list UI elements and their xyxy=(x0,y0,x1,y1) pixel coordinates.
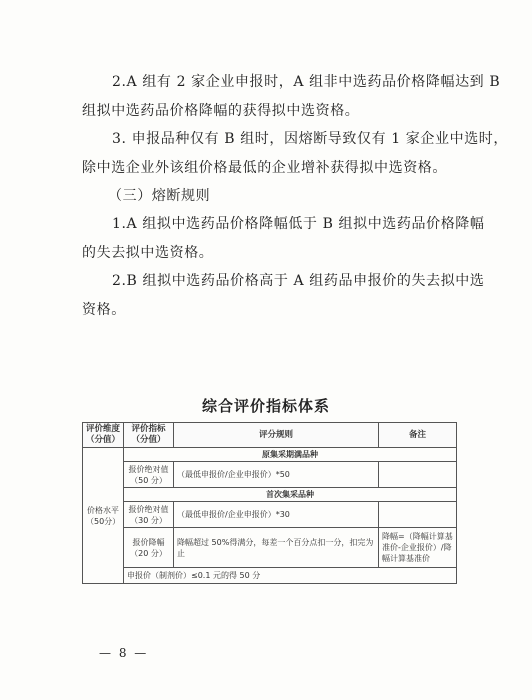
row2-indicator: 报价绝对值 （30 分） xyxy=(124,502,174,528)
section-first: 首次集采品种 xyxy=(124,488,457,502)
header-note: 备注 xyxy=(379,423,457,448)
table-row xyxy=(83,448,457,462)
header-rule: 评分规则 xyxy=(174,423,379,448)
row1-note xyxy=(379,462,457,488)
table-row xyxy=(83,462,457,488)
dimension-cell: 价格水平 （50分） xyxy=(83,448,124,584)
paragraph-line-7: 的失去拟中选资格。 xyxy=(82,245,214,261)
table-title: 综合评价指标体系 xyxy=(201,397,330,415)
row3-rule: 降幅超过 50%得满分，每差一个百分点扣一分，扣完为止 xyxy=(174,528,379,568)
row1-indicator: 报价绝对值 （50 分） xyxy=(124,462,174,488)
paragraph-line-4: 除中选企业外该组价格最低的企业增补获得拟中选资格。 xyxy=(82,160,447,176)
table-row xyxy=(83,568,457,584)
paragraph-line-2: 组拟中选药品价格降幅的获得拟中选资格。 xyxy=(82,103,360,119)
paragraph-line-3: 3. 申报品种仅有 B 组时，因熔断导致仅有 1 家企业中选时， xyxy=(112,131,509,147)
footer-rule: 申报价（制剂价）≤0.1 元的得 50 分 xyxy=(124,568,457,584)
row2-note xyxy=(379,502,457,528)
table-row xyxy=(83,502,457,528)
row3-indicator: 报价降幅 （20 分） xyxy=(124,528,174,568)
table-header-row xyxy=(83,423,457,448)
row3-note: 降幅=（降幅计算基准价-企业报价）/降幅计算基准价 xyxy=(379,528,457,568)
page-number: — 8 — xyxy=(99,646,149,660)
header-dimension: 评价维度 （分值） xyxy=(83,423,124,448)
table-row xyxy=(83,528,457,568)
header-indicator: 评价指标 （分值） xyxy=(124,423,174,448)
evaluation-table xyxy=(82,422,457,584)
row2-rule: （最低申报价/企业申报价）*30 xyxy=(174,502,379,528)
paragraph-line-9: 资格。 xyxy=(82,302,126,318)
section-heading: （三）熔断规则 xyxy=(108,188,211,204)
paragraph-line-6: 1.A 组拟中选药品价格降幅低于 B 组拟中选药品价格降幅 xyxy=(112,216,485,232)
paragraph-line-1: 2.A 组有 2 家企业申报时，A 组非中选药品价格降幅达到 B xyxy=(112,74,501,90)
row1-rule: （最低申报价/企业申报价）*50 xyxy=(174,462,379,488)
section-original: 原集采期满品种 xyxy=(124,448,457,462)
paragraph-line-8: 2.B 组拟中选药品价格高于 A 组药品申报价的失去拟中选 xyxy=(112,273,485,289)
table-row xyxy=(83,488,457,502)
